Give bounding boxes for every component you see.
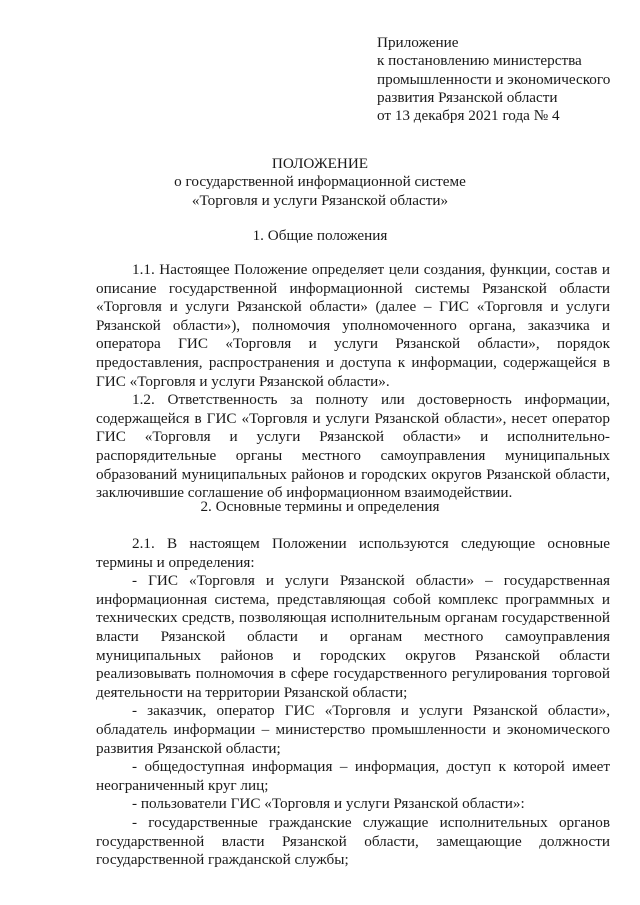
section-heading-2: 2. Основные термины и определения bbox=[200, 498, 440, 515]
definition-gis: - ГИС «Торговля и услуги Рязанской области» – государственная информационная система, представляющая собой комплекс программных и технических средств, позволяющая исполнительным органам государственной власти Рязанской области и органам местного самоуправления муниципальных районов и городских округов Рязанской области реализовывать полномочия в сфере государственного регулирования торговой деятельности на территории Рязанской области; bbox=[96, 572, 610, 701]
subtitle-line: о государственной информационной системе bbox=[174, 173, 466, 191]
subtitle-line: «Торговля и услуги Рязанской области» bbox=[191, 191, 449, 209]
definition-public-info: - общедоступная информация – информация, доступ к которой имеет неограниченный круг лиц; bbox=[96, 758, 610, 794]
appendix-line: Приложение bbox=[377, 34, 459, 51]
definition-civil-servants: - государственные гражданские служащие исполнительных органов государственной власти Рязанской области, замещающие должности государственной гражданской службы; bbox=[96, 813, 610, 869]
section-2-body bbox=[96, 535, 610, 870]
paragraph-1-1: 1.1. Настоящее Положение определяет цели создания, функции, состав и описание государственной информационной системы Рязанской области «Торговля и услуги Рязанской области» (далее – ГИС «Торговля и услуги Рязанской области»), полномочия уполномоченного органа, заказчика и оператора ГИС «Торговля и услуги Рязанской области», порядок предоставления, распространения и доступа к информации, содержащейся в ГИС «Торговля и услуги Рязанской области». bbox=[96, 261, 610, 390]
section-heading-1: 1. Общие положения bbox=[252, 227, 388, 244]
paragraph-1-2: 1.2. Ответственность за полноту или достоверность информации, содержащейся в ГИС «Торговля и услуги Рязанской области», несет оператор ГИС «Торговля и услуги Рязанской области» и исполнительно-распорядительные органы местного самоуправления муниципальных образований муниципальных районов и городских округов Рязанской области, заключившие соглашение об информационном взаимодействии. bbox=[96, 391, 610, 502]
definition-customer: - заказчик, оператор ГИС «Торговля и услуги Рязанской области», обладатель информации – министерство промышленности и экономического развития Рязанской области; bbox=[96, 702, 610, 757]
appendix-block bbox=[377, 34, 627, 125]
appendix-line: развития Рязанской области bbox=[377, 88, 558, 106]
appendix-line: от 13 декабря 2021 года № 4 bbox=[377, 107, 560, 125]
appendix-line: промышленности и экономического bbox=[377, 70, 611, 88]
document-title bbox=[0, 155, 640, 210]
appendix-line: к постановлению министерства bbox=[377, 52, 582, 70]
definition-users: - пользователи ГИС «Торговля и услуги Рязанской области»: bbox=[132, 795, 525, 813]
paragraph-2-1: 2.1. В настоящем Положении используются следующие основные термины и определения: bbox=[96, 535, 610, 571]
section-1-body bbox=[96, 261, 610, 503]
title-line: ПОЛОЖЕНИЕ bbox=[271, 155, 369, 172]
